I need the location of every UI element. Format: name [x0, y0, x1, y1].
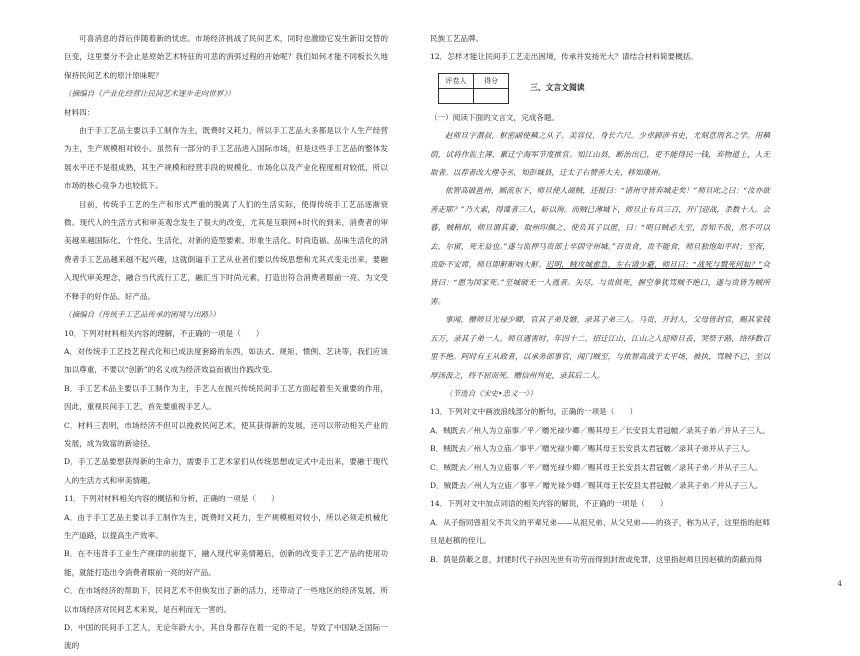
option-13a: A．贼既去／州人为立庙事／平／赠光禄少卿／赐其母王／长安县太君冠帔／录其子弟／并从子三人。 — [430, 425, 770, 435]
right-column — [430, 30, 770, 569]
material-paragraph: 由于手工艺品主要以手工制作为主，既费时又耗力，所以手工艺品大多都是以个人生产经营为主，生产规模相对较小。虽然有一部分的手工艺品进入国际市场，但是这些手工艺品的整体发展水平还不是很成熟，其生产规模和经营手段的规模化、市场化以及产业化程度相对较低，所以市场的核心竞争力也较低下。 — [64, 126, 388, 191]
material-title: 材料四： — [64, 107, 95, 117]
score-cell-empty[interactable] — [474, 88, 509, 103]
option-10c: C．材料三表明，市场经济不但可以挽救民间艺术，使其获得新的发展，还可以带动相关产业的发展，成为致富的新途径。 — [64, 420, 388, 448]
classical-paragraph: 赵师旦字潜叔，枢密副使稹之从子。美容仪，身长六尺。少卓踔涉书史，尤刻意刑名之学。用稹荫，试将作监主簿，累迁宁海军节度推官。知江山县，断治出已，吏不能得民一钱，弃物道上，人无取者。以荐者改大理寺丞，知彭城县，迁太子右赞善大夫，移知康州。 — [430, 131, 770, 178]
section-title: 三、文言文阅读 — [530, 82, 585, 92]
wavy-underlined-text: 迟明，贼攻城愈急，左右请少避，师旦曰：“战死与戮死何如？” — [545, 260, 763, 270]
option-10d: D．手工艺品要想获得新的生命力，需要手工艺术家们从传统思想或定式中走出来，要融于现代人的生活方式和审美情趣。 — [64, 457, 388, 485]
option-10a: A．对传统手工艺技艺程式化和已成法度套路的东西，如法式、规矩、惯例、艺诀等，我们应该加以尊重，不要以“创新”的名义成为经济效益而被出作践改变。 — [64, 346, 388, 375]
option-11d: D．中国的民间手工艺人，无论年龄大小，其自身都存在着一定的不足，导致了中国缺乏国际一流的 — [64, 623, 388, 651]
continued-text: 民族工艺品牌。 — [430, 34, 484, 43]
score-box — [438, 73, 509, 104]
material-paragraph: 可喜消息的背后伴随着新的忧虑。市场经济挑战了民间艺术，同时也激励它发生新旧交替的巨变，这里要分不会止是原始艺术特征的可悲的消弭过程的开始呢？我们如何才能不同板长久地保持民间艺术的原汁原味呢？ — [64, 34, 388, 80]
question-14: 14．下列对文中加点词语的相关内容的解说，不正确的一项是（ ） — [430, 499, 668, 509]
classical-text: 众皆曰：“愿为国家死。”至城破无一人逃者。矢尽，与贵俱死，握空拳犹骂贼不绝口，遂与贵皆为贼所害。 — [430, 260, 771, 306]
option-10b: B．手工艺术品主要以手工制作为主，手艺人在振兴传统民间手工艺方面起着至关重要的作用，因此，重视民间手工艺，首先要重视手艺人。 — [64, 383, 388, 412]
option-13d: D．贼既去／州人为立庙／事平／赠光禄少卿／赐其母王长安县太君冠帔／录其子弟／并从子三人。 — [430, 480, 763, 490]
source-citation: （节选自《宋史•忠义一》） — [445, 388, 537, 398]
option-14b: B．荫是荫蔽之意，封建时代子孙因先世有功劳而得到封赏或免罪，这里指赵师旦因赵稹的荫蔽而得 — [430, 554, 763, 564]
option-13b: B．贼既去／州人为立庙／事平／赠光禄少卿／赐其母王长安县太君冠帔／录其子弟并从子三人。 — [430, 444, 755, 454]
source-citation: （摘编自《产业化经营让民间艺术逐步走向世界》） — [64, 89, 235, 99]
subsection-instruction: （一）阅读下面的文言文，完成各题。 — [430, 112, 560, 122]
question-10: 10．下列对材料相关内容的理解，不正确的一项是（ ） — [64, 328, 264, 338]
option-14a: A．从子指同曾祖父不共父的平辈兄弟——从祖兄弟、从父兄弟——的孩子，称为从子，这里指的赵师旦是赵稹的侄儿。 — [430, 517, 770, 546]
classical-paragraph: 事闻，赠师旦光禄少卿，官其子弟及婿，录其子弟三人。马贵，开封人，父母皆封官，赐其家钱五万，录其子弟一人。师旦遇害时，年四十二。招迁江山，江山之人迎师旦丧，哭祭于路，络绎数百里不绝。阿时有王从政者，以承务郎事官，闻门贼至，与侬智高战于太平场，被执，骂贼不已，至以厚汤汲之，终不屈而死。赠信州判史，录其后二人。 — [430, 315, 770, 380]
option-13c: C．贼既去／州人为立庙事／平／赠光禄少卿／赐其母王长安县太君冠帔／录其子弟／并从子三人。 — [430, 462, 763, 472]
material-paragraph: 目前，传统手工艺的生产和形式严重的脱离了人们的生活实际，使得传统手工艺品逐渐衰微。现代人的生活方式和审美观念发生了很大的改变，尤其是互联网+时代的到来，消费者的审美越来越国际化、个性化、生活化，对新的造型要素、形象生活化、时尚造福、品味生活化的消费者手工艺品越来越不起兴趣，这就倒逼手工艺从业者们要以传统思想和尤其式变走出来，要融入现代审美理念，融合当代流行工艺，融汇当下时尚元素，打造出符合消费者眼前一亮、为文受不释手的好作品、好产品。 — [64, 199, 388, 301]
left-column — [64, 30, 388, 656]
source-citation: （摘编自《传统手工艺品传承的困境与出路》） — [64, 310, 220, 320]
score-cell-empty[interactable] — [439, 88, 474, 103]
page-number: 4 — [837, 580, 842, 588]
question-13: 13．下列对文中画波浪线部分的断句，正确的一项是（ ） — [430, 407, 638, 417]
classical-paragraph — [430, 182, 770, 311]
question-12: 12．怎样才能让民间手工艺走出困境，传承并发扬光大？请结合材料简要概括。 — [430, 52, 698, 62]
option-11a: A．由于手工艺品主要以手工制作为主，既费时又耗力，生产规模相对较小，所以必须走机械化生产道路，以提高生产效率。 — [64, 512, 388, 540]
section-header — [430, 73, 770, 107]
score-label: 评卷人 — [439, 73, 474, 88]
classical-text: 侬智高破邕州，顺流东下，师旦使人觇贼，还报曰：“诸州守皆弃城走矣！”师旦叱之曰：“汝亦欲善走耶？”乃大索，得谍者三人，斩以徇。而贼已薄城下，师旦止有兵三百，开门迎战，杀数十人。会暮，贼稍却，师旦谓其妻，取州印佩之，使负其子以匿，曰：“明日贼必大至，吾知不敌，然不可以去，尔留，死无益也。”遂与监押马贵部士卒固守州城。”召贵食，贵不能食，师旦独饱如平时；至夜，贵卧不安席，师旦即鼾鼾吶大鼾。 — [430, 186, 770, 270]
option-11c: C．在市场经济的帮助下，民间艺术不但焕发出了新的活力，还带动了一些地区的经济发展，所以市场经济对民间艺术来说，是百利而无一害的。 — [64, 586, 388, 614]
score-value-label: 得分 — [474, 73, 509, 88]
question-11: 11．下列对材料相关内容的概括和分析，正确的一项是（ ） — [64, 494, 279, 504]
option-11b: B．在不违背手工业生产规律的前提下，融入现代审美情趣后，创新的改变手工艺产品的使用功能，就能打造出令消费者眼前一亮的好产品。 — [64, 549, 388, 577]
